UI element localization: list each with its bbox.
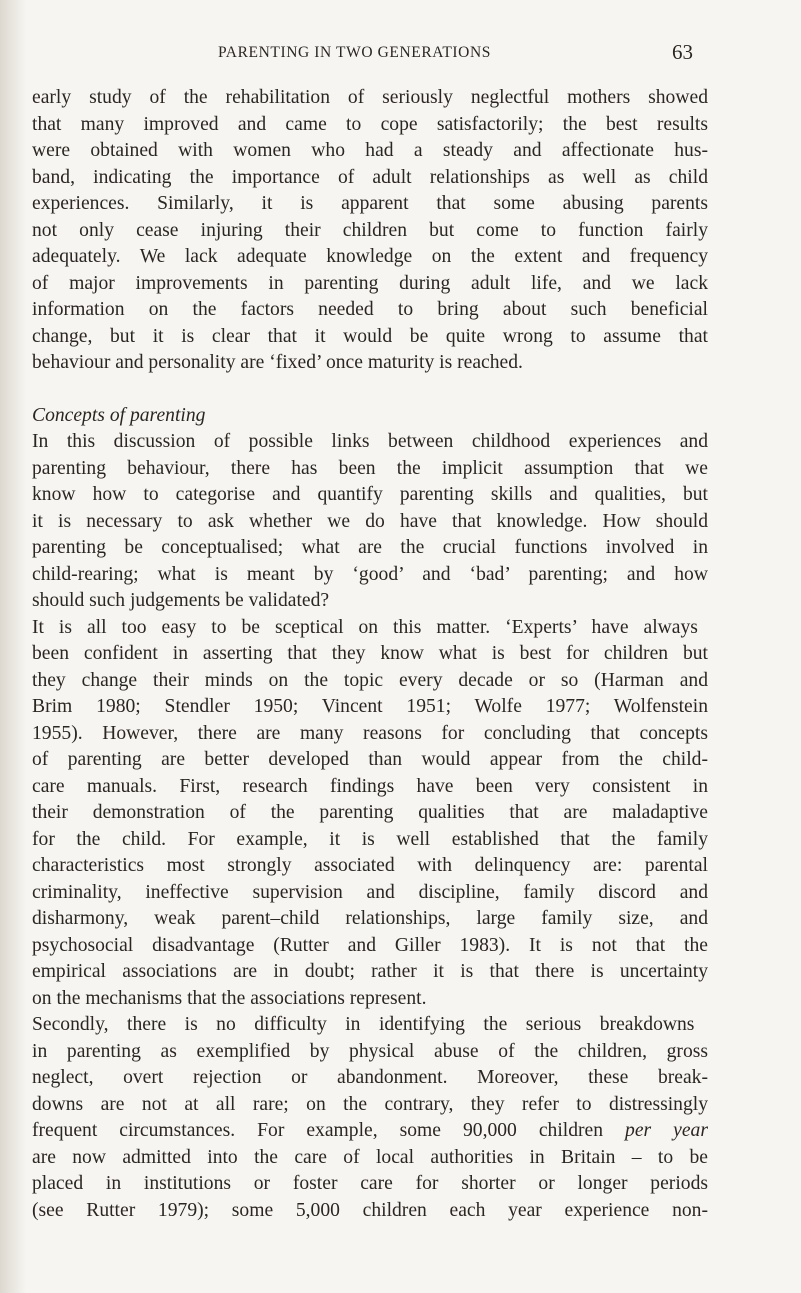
text-line: Secondly, there is no difficulty in identifying the serious breakdowns [32, 1014, 695, 1035]
text-line: downs are not at all rare; on the contrary, they refer to distressingly [32, 1093, 708, 1115]
text-line: In this discussion of possible links between childhood experiences and [32, 431, 708, 452]
paragraph-gap [32, 377, 708, 403]
section-heading: Concepts of parenting [32, 404, 206, 426]
text-line: 1955). However, there are many reasons for concluding that concepts [32, 722, 708, 744]
text-line: early study of the rehabilitation of seriously neglectful mothers showed [32, 87, 708, 108]
text-line: on the mechanisms that the associations represent. [32, 987, 427, 1009]
text-line: of major improvements in parenting during adult life, and we lack [32, 272, 708, 294]
page-edge-shadow [0, 0, 26, 1293]
text-line: in parenting as exemplified by physical abuse of the children, gross [32, 1040, 708, 1062]
text-line: adequately. We lack adequate knowledge on the extent and frequency [32, 246, 708, 267]
text-line: that many improved and came to cope satisfactorily; the best results [32, 113, 708, 135]
text-line: were obtained with women who had a steady and affectionate hus- [32, 140, 708, 161]
text-line: their demonstration of the parenting qualities that are maladaptive [32, 802, 708, 823]
text-line: neglect, overt rejection or abandonment. Moreover, these break- [32, 1067, 708, 1088]
body-text [32, 85, 708, 1224]
text-line: parenting behaviour, there has been the implicit assumption that we [32, 457, 708, 479]
text-line: criminality, ineffective supervision and discipline, family discord and [32, 881, 708, 903]
text-line: (see Rutter 1979); some 5,000 children each year experience non- [32, 1199, 708, 1221]
text-line: placed in institutions or foster care for shorter or longer periods [32, 1173, 708, 1194]
text-line: child-rearing; what is meant by ‘good’ and ‘bad’ parenting; and how [32, 563, 708, 585]
text-line: care manuals. First, research findings have been very consistent in [32, 775, 708, 797]
text-line: it is necessary to ask whether we do have that knowledge. How should [32, 510, 708, 532]
text-line: Brim 1980; Stendler 1950; Vincent 1951; Wolfe 1977; Wolfenstein [32, 696, 708, 717]
text-line: change, but it is clear that it would be quite wrong to assume that [32, 325, 708, 347]
text-line: know how to categorise and quantify parenting skills and qualities, but [32, 484, 708, 505]
text-line: characteristics most strongly associated with delinquency are: parental [32, 855, 708, 876]
text-line: been confident in asserting that they know what is best for children but [32, 643, 708, 664]
running-head: PARENTING IN TWO GENERATIONS [218, 44, 491, 61]
text-line: they change their minds on the topic every decade or so (Harman and [32, 669, 708, 691]
text-line: band, indicating the importance of adult relationships as well as child [32, 166, 708, 188]
text-line: not only cease injuring their children but come to function fairly [32, 219, 708, 241]
text-line: It is all too easy to be sceptical on this matter. ‘Experts’ have always [32, 616, 698, 638]
text-line: parenting be conceptualised; what are the crucial functions involved in [32, 537, 708, 558]
text-line: empirical associations are in doubt; rather it is that there is uncertainty [32, 961, 708, 982]
page-number: 63 [672, 40, 693, 64]
text-line-with-italic [32, 1118, 708, 1145]
text-line: psychosocial disadvantage (Rutter and Giller 1983). It is not that the [32, 934, 708, 956]
text-line: experiences. Similarly, it is apparent that some abusing parents [32, 193, 708, 214]
text-line: behaviour and personality are ‘fixed’ once maturity is reached. [32, 352, 523, 373]
text-line: information on the factors needed to bring about such beneficial [32, 299, 708, 320]
text-line: are now admitted into the care of local authorities in Britain – to be [32, 1146, 708, 1168]
text-line: should such judgements be validated? [32, 590, 330, 611]
text-line: of parenting are better developed than would appear from the child- [32, 749, 708, 770]
text-run: frequent circumstances. For example, some 90,000 children [32, 1120, 604, 1141]
italic-run: per year [625, 1120, 708, 1141]
text-line: for the child. For example, it is well established that the family [32, 828, 708, 850]
text-line: disharmony, weak parent–child relationships, large family size, and [32, 908, 708, 929]
